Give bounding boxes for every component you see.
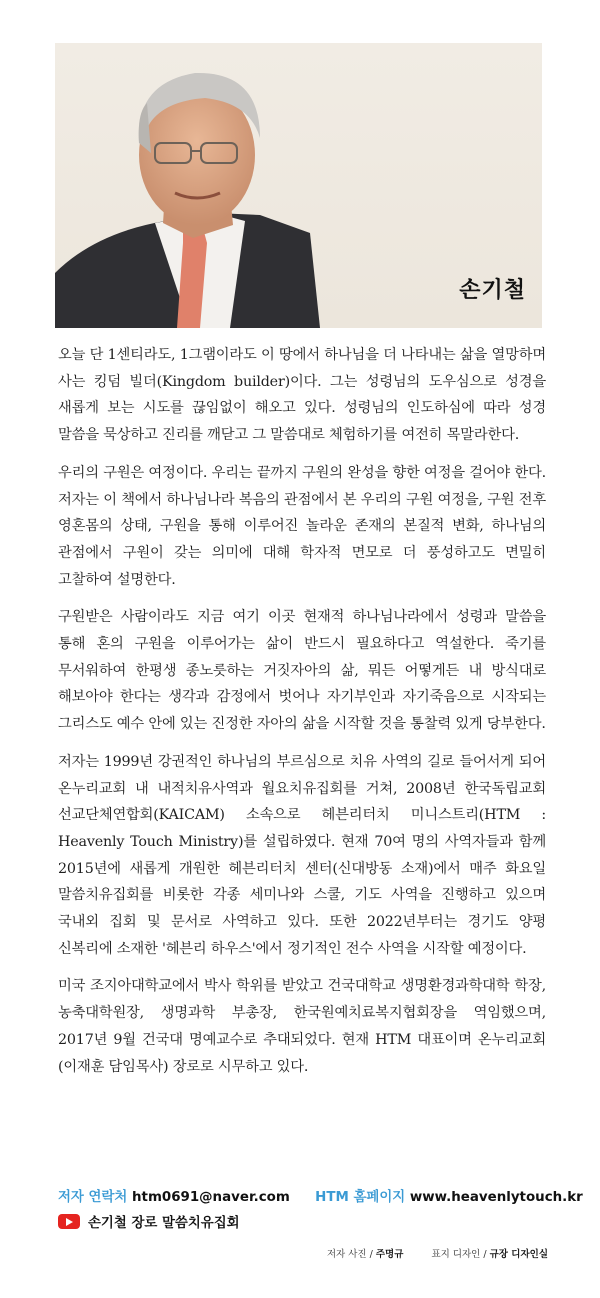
email-link[interactable]: htm0691@naver.com <box>132 1190 290 1205</box>
author-biography <box>58 342 546 1091</box>
design-credit-name: 규장 디자인실 <box>489 1249 548 1260</box>
bio-paragraph: 저자는 1999년 강권적인 하나님의 부르심으로 치유 사역의 길로 들어서게 되어 온누리교회 내 내적치유사역과 월요치유집회를 거쳐, 2008년 한국독립교회 선교단체연합회(KAICAM) 소속으로 헤븐리터치 미니스트리(HTM : Heavenly Touch Ministry)를 설립하였다. 현재 70여 명의 사역자들과 함께 2015년에 새롭게 개원한 헤븐리터치 센터(신대방동 소재)에서 매주 화요일 말씀치유집회를 비롯한 각종 세미나와 스쿨, 기도 사역을 진행하고 있으며 국내외 집회 및 문서로 사역하고 있다. 또한 2022년부터는 경기도 양평 신복리에 소재한 '헤븐리 하우스'에서 정기적인 전수 사역을 시작할 예정이다. <box>58 753 546 957</box>
contact-line <box>58 1186 583 1205</box>
author-name: 손기철 <box>459 278 526 303</box>
photo-credit-name: 주명규 <box>375 1249 404 1260</box>
bio-paragraph: 구원받은 사람이라도 지금 여기 이곳 현재적 하나님나라에서 성령과 말씀을 통해 혼의 구원을 이루어가는 삶이 반드시 필요하다고 역설한다. 죽기를 무서워하여 한평생 종노릇하는 거짓자아의 삶, 뭐든 어떻게든 내 방식대로 해보아야 한다는 생각과 감정에서 벗어나 자기부인과 자기죽음으로 시작되는 그리스도 예수 안에 있는 진정한 자아의 삶을 시작할 것을 통찰력 있게 당부한다. <box>58 609 546 733</box>
photo-credit-label: 저자 사진 / <box>326 1249 373 1260</box>
youtube-channel[interactable] <box>58 1212 240 1231</box>
credits <box>327 1246 548 1260</box>
bio-paragraph: 미국 조지아대학교에서 박사 학위를 받았고 건국대학교 생명환경과학대학 학장, 농축대학원장, 생명과학 부총장, 한국원예치료복지협회장을 역임했으며, 2017년 9월 건국대 명예교수로 추대되었다. 현재 HTM 대표이며 온누리교회(이재훈 담임목사) 장로로 시무하고 있다. <box>58 978 546 1075</box>
bio-paragraph: 우리의 구원은 여정이다. 우리는 끝까지 구원의 완성을 향한 여정을 걸어야 한다. 저자는 이 책에서 하나님나라 복음의 관점에서 본 우리의 구원 여정을, 구원 전후 영혼몸의 상태, 구원을 통해 이루어진 놀라운 존재의 본질적 변화, 하나님의 관점에서 구원이 갖는 의미에 대해 학자적 면모로 더 풍성하고도 면밀히 고찰하여 설명한다. <box>58 464 546 588</box>
email-label: 저자 연락처 <box>58 1190 128 1205</box>
design-credit-label: 표지 디자인 / <box>431 1249 487 1260</box>
youtube-icon <box>58 1214 80 1229</box>
bio-paragraph: 오늘 단 1센티라도, 1그램이라도 이 땅에서 하나님을 더 나타내는 삶을 열망하며 사는 킹덤 빌더(Kingdom builder)이다. 그는 성령님의 도우심으로 성경을 새롭게 보는 시도를 끊임없이 해오고 있다. 성령님의 인도하심에 따라 성경 말씀을 묵상하고 진리를 깨닫고 그 말씀대로 체험하기를 여전히 목말라한다. <box>58 347 546 444</box>
homepage-link[interactable]: www.heavenlytouch.kr <box>409 1190 583 1205</box>
youtube-channel-name: 손기철 장로 말씀치유집회 <box>88 1216 240 1231</box>
author-photo <box>55 43 542 328</box>
homepage-label: HTM 홈페이지 <box>315 1190 406 1205</box>
